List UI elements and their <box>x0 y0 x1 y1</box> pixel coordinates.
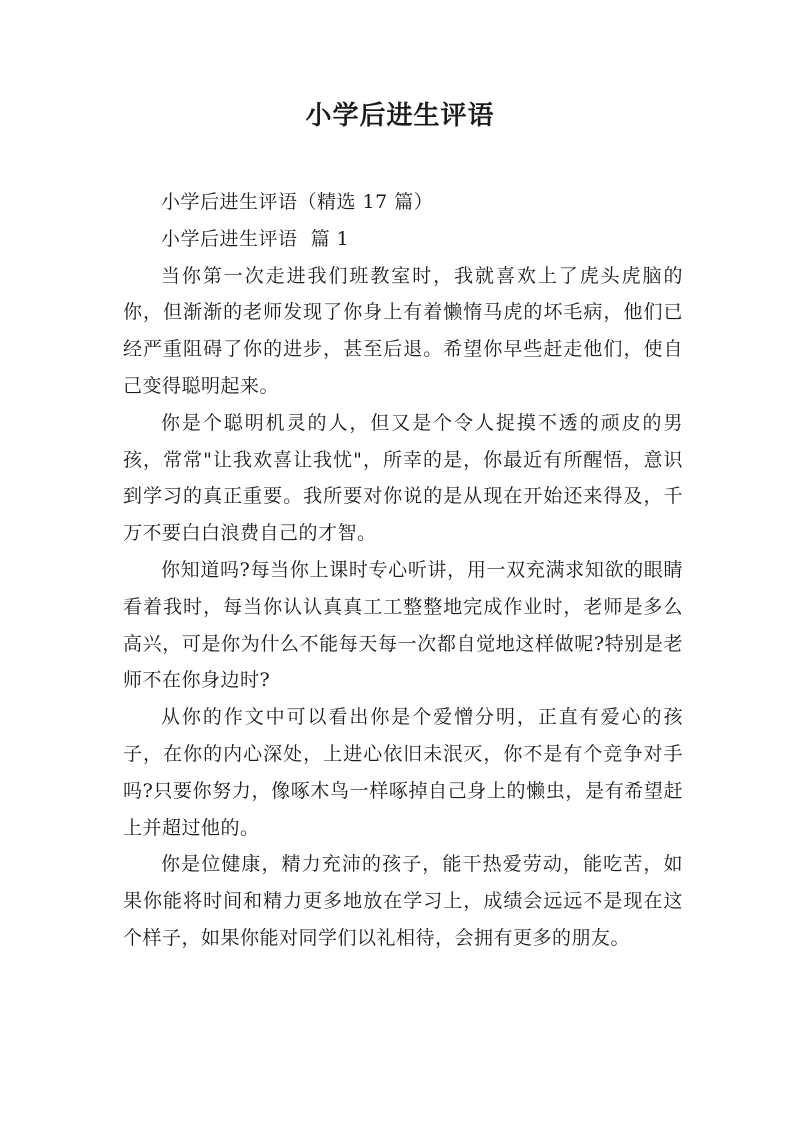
paragraph-4: 从你的作文中可以看出你是个爱憎分明，正直有爱心的孩子，在你的内心深处，上进心依旧未泯灭，你不是有个竞争对手吗?只要你努力，像啄木鸟一样啄掉自己身上的懒虫，是有希望赶上并超过他的。 <box>123 706 683 839</box>
paragraph-2: 你是个聪明机灵的人，但又是个令人捉摸不透的顽皮的男孩，常常"让我欢喜让我忧"，所幸的是，你最近有所醒悟，意识到学习的真正重要。我所要对你说的是从现在开始还来得及，千万不要白白浪费自己的才智。 <box>123 411 683 545</box>
paragraph-5: 你是位健康，精力充沛的孩子，能干热爱劳动，能吃苦，如果你能将时间和精力更多地放在学习上，成绩会远远不是现在这个样子，如果你能对同学们以礼相待，会拥有更多的朋友。 <box>123 853 683 949</box>
section-heading: 小学后进生评语 篇 1 <box>161 227 350 250</box>
document-body <box>123 184 683 957</box>
document-subtitle: 小学后进生评语（精选 17 篇） <box>161 191 434 213</box>
paragraph-1: 当你第一次走进我们班教室时，我就喜欢上了虎头虎脑的你，但渐渐的老师发现了你身上有着懒惰马虎的坏毛病，他们已经严重阻碍了你的进步，甚至后退。希望你早些赶走他们，使自己变得聪明起来。 <box>123 264 683 397</box>
paragraph-3: 你知道吗?每当你上课时专心听讲，用一双充满求知欲的眼睛看着我时，每当你认认真真工工整整地完成作业时，老师是多么高兴，可是你为什么不能每天每一次都自觉地这样做呢?特别是老师不在你身边时? <box>123 558 683 692</box>
page-title: 小学后进生评语 <box>305 101 495 131</box>
